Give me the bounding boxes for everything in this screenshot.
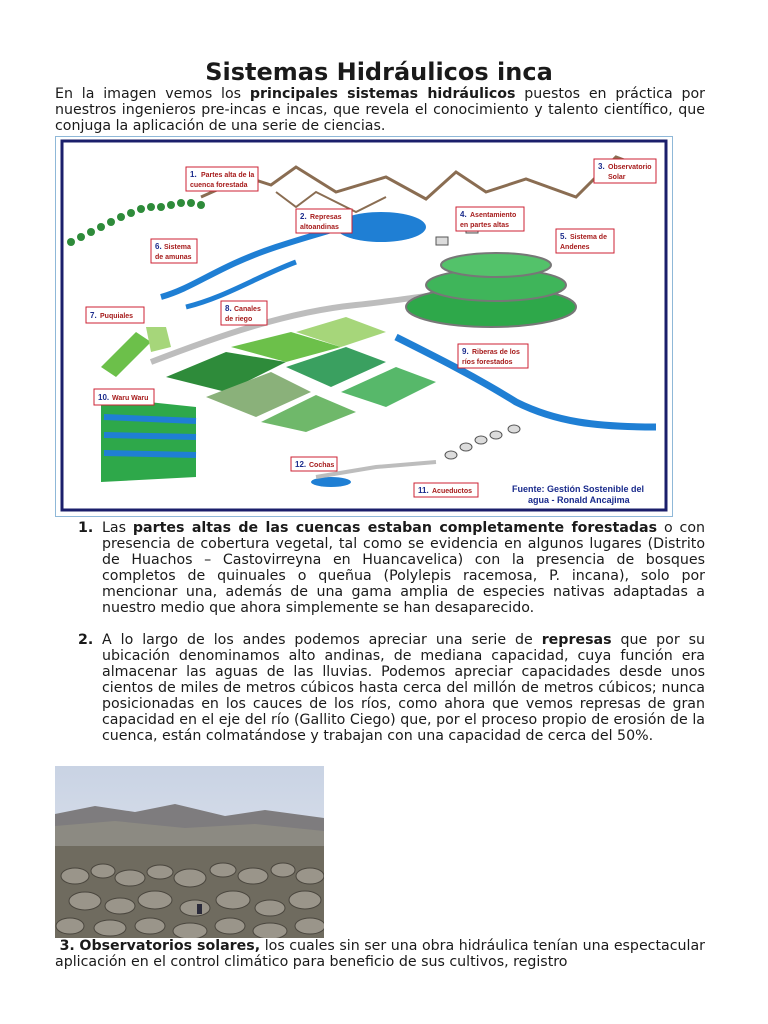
- label-7-num: 7.: [90, 311, 97, 320]
- label-8-num: 8.: [225, 304, 232, 313]
- list-item-number: 2.: [78, 632, 94, 648]
- stone-ruins-photo: [55, 766, 324, 938]
- figure-label-8: [221, 301, 267, 325]
- label-12-line1: Cochas: [309, 462, 335, 469]
- figure-label-4: [456, 207, 524, 231]
- intro-paragraph: [55, 86, 705, 134]
- label-1-line2: cuenca forestada: [190, 182, 248, 189]
- list-item: [55, 520, 705, 616]
- label-8-line2: de riego: [225, 316, 253, 323]
- label-4-line2: en partes altas: [460, 222, 510, 229]
- label-4-line1: Asentamiento: [470, 212, 517, 219]
- intro-text-bold: principales sistemas hidráulicos: [249, 86, 516, 102]
- label-2-line2: altoandinas: [300, 224, 339, 231]
- label-3-num: 3.: [598, 162, 605, 171]
- numbered-list: [55, 520, 705, 744]
- figure-label-9: [458, 344, 528, 368]
- figure-label-2: [296, 209, 352, 233]
- list-item-text-after: o con presencia de cobertura vegetal, tal como se evidencia en algunos lugares (Distrito de Huachos – Castovirreyna en Huancavelica) con la presencia de bosques completos de quinuales o queñua (Polylepis racemosa, P. incana), solo por mencionar una, además de una gama amplia de especies nativas adaptadas a nuestro medio que ahora simplemente se han desaparecido.: [102, 520, 706, 616]
- label-5-line2: Andenes: [560, 244, 590, 251]
- label-2-line1: Represas: [310, 214, 342, 221]
- label-9-line1: Riberas de los: [472, 349, 520, 356]
- list-item-number: 1.: [78, 520, 94, 536]
- figure-label-6: [151, 239, 197, 263]
- item-3-paragraph: [55, 938, 705, 970]
- figure-source-line1: Fuente: Gestión Sostenible del: [512, 484, 645, 494]
- label-9-num: 9.: [462, 347, 469, 356]
- label-3-line2: Solar: [608, 174, 626, 181]
- label-8-line1: Canales: [234, 306, 261, 313]
- label-11-num: 11.: [418, 486, 429, 495]
- label-5-line1: Sistema de: [570, 234, 607, 241]
- label-4-num: 4.: [460, 210, 467, 219]
- figure-source-line2: agua - Ronald Ancajima: [528, 495, 630, 505]
- item-3-number: 3.: [59, 938, 75, 954]
- page-title: Sistemas Hidráulicos inca: [205, 58, 553, 86]
- list-item-text-before: Las: [102, 520, 133, 536]
- label-5-num: 5.: [560, 232, 567, 241]
- figure-label-12: [291, 457, 337, 471]
- figure-label-3: [594, 159, 656, 183]
- intro-text-before: En la imagen vemos los: [55, 86, 250, 102]
- list-item-text-bold: partes altas de las cuencas estaban completamente forestadas: [132, 520, 658, 536]
- hydraulic-systems-illustration: [55, 136, 673, 517]
- label-7-line1: Puquiales: [100, 313, 134, 320]
- item-3-text-bold: Observatorios solares,: [79, 938, 261, 954]
- label-10-line1: Waru Waru: [112, 395, 149, 402]
- figure-label-10: [94, 389, 154, 405]
- label-6-line1: Sistema: [164, 244, 191, 251]
- label-10-num: 10.: [98, 393, 110, 402]
- label-11-line1: Acueductos: [432, 488, 473, 495]
- label-6-num: 6.: [155, 242, 162, 251]
- item-3-text-after: los cuales sin ser una obra hidráulica tenían una espectacular aplicación en el control climático para beneficio de sus cultivos, registro: [55, 938, 705, 970]
- label-3-line1: Observatorio: [608, 164, 652, 171]
- figure-label-5: [556, 229, 614, 253]
- label-6-line2: de amunas: [155, 254, 192, 261]
- figure-label-1: [186, 167, 258, 191]
- list-item: [55, 632, 705, 744]
- intro-text-after: puestos en práctica por nuestros ingenieros pre-incas e incas, que revela el conocimiento y talento científico, que conjuga la aplicación de una serie de ciencias.: [55, 86, 705, 134]
- figure-label-11: [414, 483, 478, 497]
- figure-label-7: [86, 307, 144, 323]
- label-12-num: 12.: [295, 460, 307, 469]
- list-item-text-bold: represas: [541, 632, 612, 648]
- label-1-line1: Partes alta de la: [201, 172, 255, 179]
- list-item-text-before: A lo largo de los andes podemos apreciar una serie de: [102, 632, 542, 648]
- label-2-num: 2.: [300, 212, 307, 221]
- list-item-text-after: que por su ubicación denominamos alto andinas, de mediana capacidad, cuya función era almacenar las aguas de las lluvias. Podemos apreciar capacidades desde unos cientos de miles de metros cúbicos hasta cerca del millón de metros cúbicos; nunca posicionadas en los cauces de los ríos, como ahora que vemos represas de gran capacidad en el eje del río (Gallito Ciego) que, por el proceso propio de erosión de la cuenca, están colmatándose y trabajan con una capacidad de cerca del 50%.: [102, 632, 705, 744]
- label-1-num: 1.: [190, 170, 197, 179]
- label-9-line2: ríos forestados: [462, 359, 513, 366]
